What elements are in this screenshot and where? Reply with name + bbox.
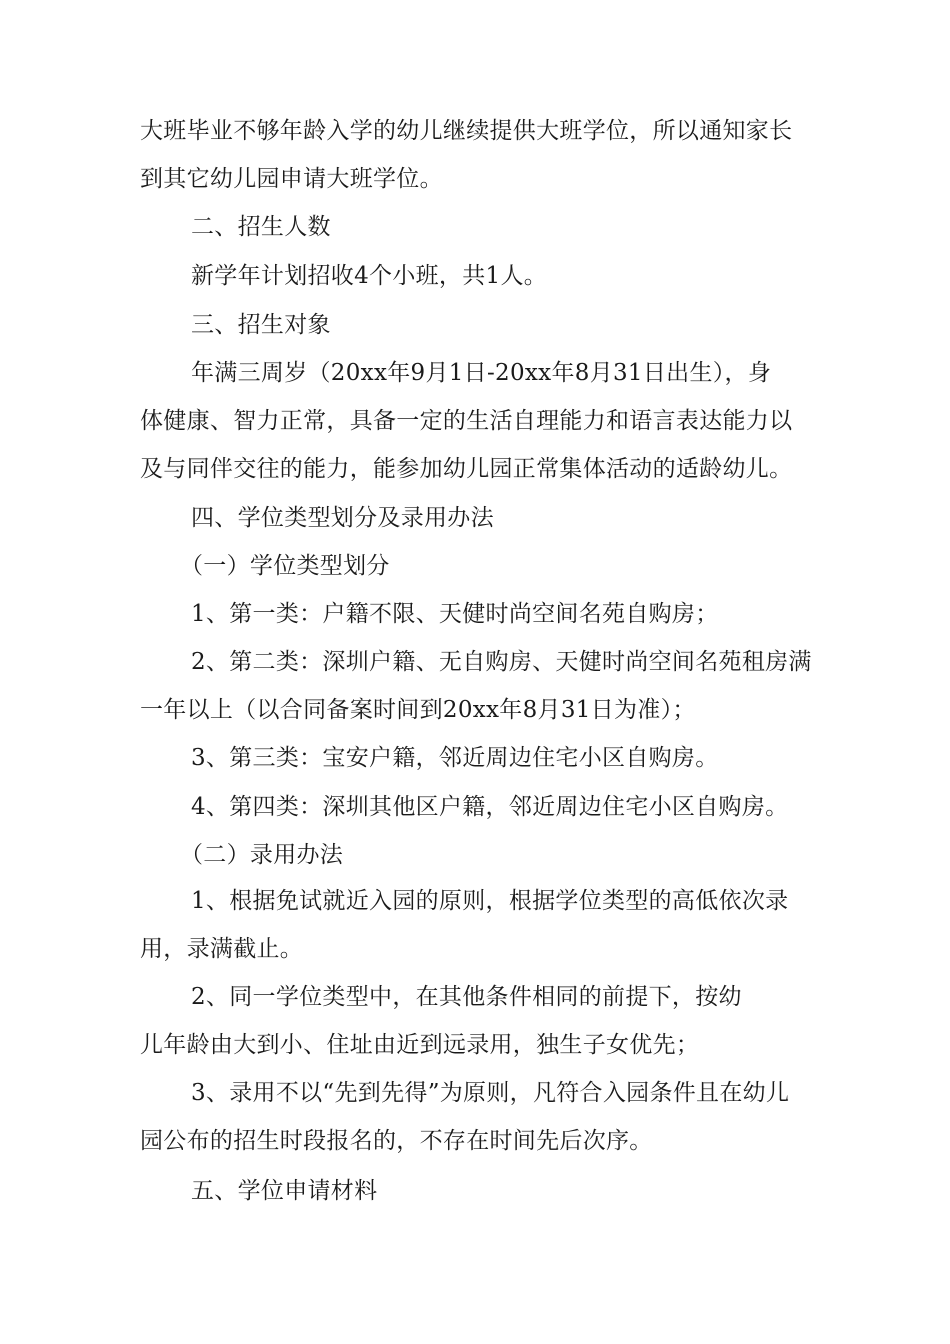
paragraph-line: 年满三周岁（20xx年9月1日-20xx年8月31日出生），身 [191,360,772,386]
list-item: 3、第三类：宝安户籍，邻近周边住宅小区自购房。 [191,745,719,771]
list-item: 1、第一类：户籍不限、天健时尚空间名苑自购房； [191,601,719,627]
list-item: 1、根据免试就近入园的原则，根据学位类型的高低依次录 [191,888,789,914]
section-heading: 二、招生人数 [191,214,331,240]
section-heading: 五、学位申请材料 [191,1178,378,1204]
paragraph-line: 体健康、智力正常，具备一定的生活自理能力和语言表达能力以 [140,408,793,434]
paragraph-line: 及与同伴交往的能力，能参加幼儿园正常集体活动的适龄幼儿。 [140,456,793,482]
paragraph-line: 到其它幼儿园申请大班学位。 [140,166,443,192]
list-item-continuation: 用，录满截止。 [140,936,304,962]
subsection-heading: （一）学位类型划分 [180,553,390,579]
paragraph-line: 新学年计划招收4个小班，共1人。 [191,263,548,289]
section-heading: 四、学位类型划分及录用办法 [191,505,494,531]
list-item-continuation: 园公布的招生时段报名的，不存在时间先后次序。 [140,1128,653,1154]
list-item: 3、录用不以“先到先得”为原则，凡符合入园条件且在幼儿 [191,1080,790,1106]
section-heading: 三、招生对象 [191,312,331,338]
list-item: 2、第二类：深圳户籍、无自购房、天健时尚空间名苑租房满 [191,649,812,675]
subsection-heading: （二）录用办法 [180,842,344,868]
list-item: 4、第四类：深圳其他区户籍，邻近周边住宅小区自购房。 [191,794,789,820]
paragraph-line: 大班毕业不够年龄入学的幼儿继续提供大班学位，所以通知家长 [140,118,793,144]
list-item-continuation: 一年以上（以合同备案时间到20xx年8月31日为准）； [140,697,696,723]
list-item: 2、同一学位类型中，在其他条件相同的前提下，按幼 [191,984,742,1010]
list-item-continuation: 儿年龄由大到小、住址由近到远录用，独生子女优先； [140,1032,700,1058]
